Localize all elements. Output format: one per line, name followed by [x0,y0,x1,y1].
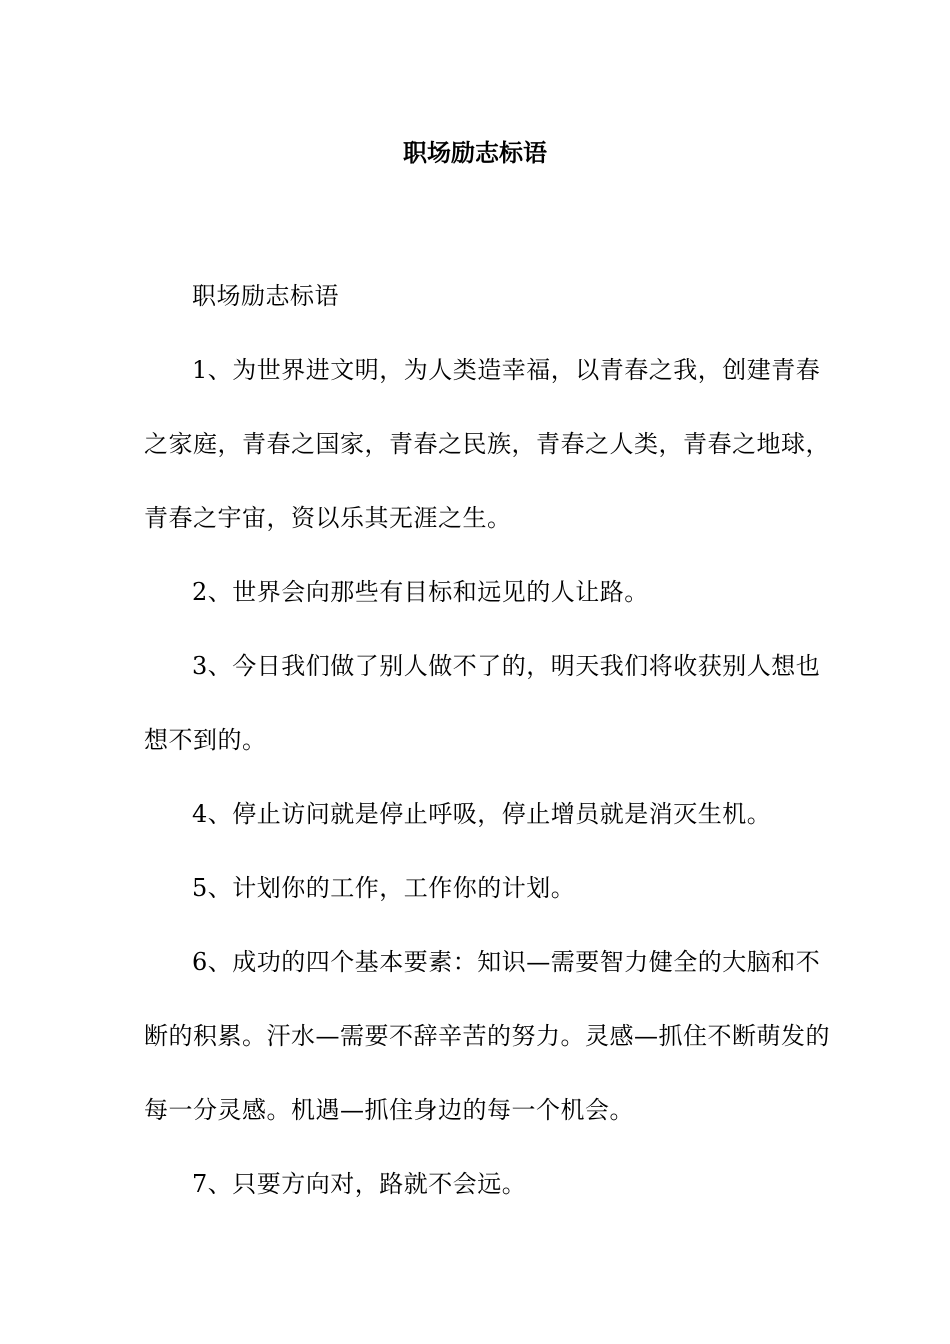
slogan-6: 6、成功的四个基本要素：知识—需要智力健全的大脑和不断的积累。汗水—需要不辞辛苦的努力。灵感—抓住不断萌发的每一分灵感。机遇—抓住身边的每一个机会。 [144,948,830,1124]
document-body [144,259,834,1221]
paragraph-heading: 职场励志标语 [192,282,339,310]
slogan-2: 2、世界会向那些有目标和远见的人让路。 [192,578,649,606]
slogan-5: 5、计划你的工作，工作你的计划。 [192,874,576,902]
slogan-7: 7、只要方向对，路就不会远。 [192,1170,527,1198]
slogan-1: 1、为世界进文明，为人类造幸福，以青春之我，创建青春之家庭，青春之国家，青春之民族，青春之人类，青春之地球，青春之宇宙，资以乐其无涯之生。 [144,356,830,532]
slogan-3: 3、今日我们做了别人做不了的，明天我们将收获别人想也想不到的。 [144,652,821,754]
slogan-4: 4、停止访问就是停止呼吸，停止增员就是消灭生机。 [192,800,772,828]
document-title: 职场励志标语 [403,139,547,167]
